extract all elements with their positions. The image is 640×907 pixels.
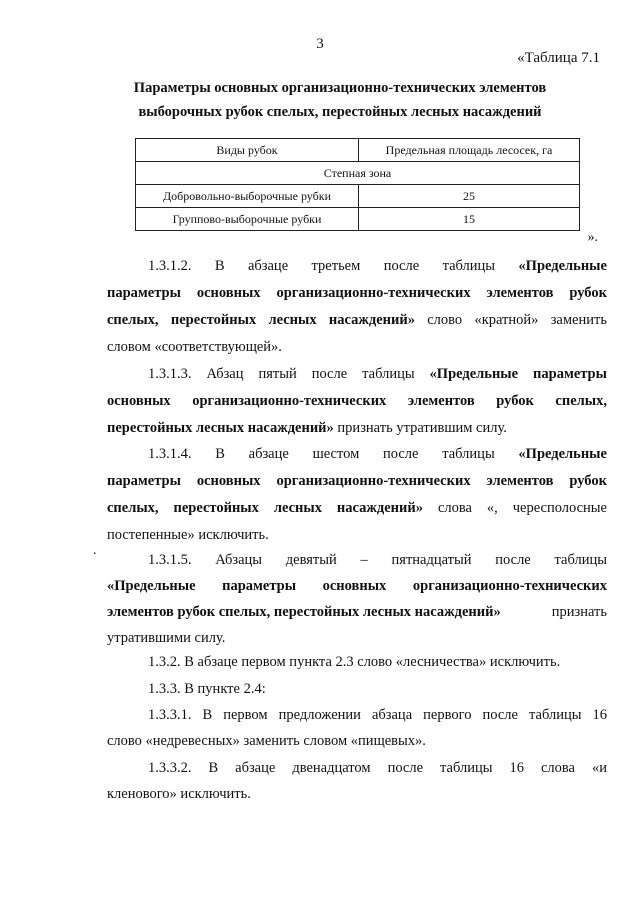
paragraph-line: постепенные» исключить. bbox=[107, 527, 269, 543]
paragraph-line bbox=[148, 760, 607, 777]
word: заменить bbox=[550, 312, 607, 328]
header-cell: Предельная площадь лесосек, га bbox=[359, 139, 580, 162]
word: первого bbox=[423, 707, 472, 723]
word: спелых, bbox=[107, 312, 159, 328]
word: В bbox=[208, 760, 219, 776]
word: В bbox=[214, 258, 225, 274]
paragraph-line bbox=[148, 707, 607, 724]
bold-phrase: перестойных лесных насаждений» bbox=[107, 420, 334, 436]
word: после bbox=[387, 760, 424, 776]
word: после bbox=[383, 258, 420, 274]
page-number: 3 bbox=[316, 36, 324, 52]
word: основных bbox=[322, 578, 387, 594]
table-header-row bbox=[136, 139, 580, 162]
paragraph-line bbox=[107, 578, 607, 595]
word: – bbox=[360, 552, 368, 568]
word: Абзац bbox=[206, 366, 244, 382]
word: «Предельные bbox=[429, 366, 519, 382]
word: элементов bbox=[407, 393, 475, 409]
table-reference: «Таблица 7.1 bbox=[517, 50, 600, 66]
word: спелых, bbox=[107, 500, 159, 516]
table-zone-row bbox=[136, 162, 580, 185]
paragraph-line bbox=[107, 604, 607, 621]
word: спелых, bbox=[555, 393, 607, 409]
area-cell: 15 bbox=[359, 208, 580, 231]
word: «Предельные bbox=[518, 446, 607, 462]
paragraph-line: кленового» исключить. bbox=[107, 786, 251, 802]
word: таблицы bbox=[442, 446, 495, 462]
word: двенадцатом bbox=[292, 760, 371, 776]
word: слова bbox=[540, 760, 575, 776]
word: девятый bbox=[285, 552, 337, 568]
word: элементов bbox=[486, 285, 554, 301]
paragraph-line bbox=[107, 285, 607, 302]
word: «кратной» bbox=[474, 312, 539, 328]
table-row bbox=[136, 185, 580, 208]
word: организационно-технических bbox=[192, 393, 387, 409]
word: таблицы bbox=[529, 707, 582, 723]
word: 1.3.1.4. bbox=[148, 446, 192, 462]
word: шестом bbox=[312, 446, 360, 462]
word: 1.3.3.2. bbox=[148, 760, 192, 776]
word: слово bbox=[427, 312, 463, 328]
paragraph-line bbox=[107, 473, 607, 490]
word: третьем bbox=[311, 258, 361, 274]
word: В bbox=[215, 446, 225, 462]
table-title-line-1: Параметры основных организационно-технических элементов bbox=[133, 80, 547, 96]
paragraph-line: 1.3.2. В абзаце первом пункта 2.3 слово «лесничества» исключить. bbox=[148, 654, 561, 670]
paragraph-line: 1.3.3. В пункте 2.4: bbox=[148, 681, 266, 697]
paragraph-line: слово «недревесных» заменить словом «пищевых». bbox=[107, 733, 426, 749]
paragraph-line bbox=[107, 393, 607, 410]
word: таблицы bbox=[442, 258, 496, 274]
bold-phrase: элементов рубок спелых, перестойных лесных насаждений» bbox=[107, 604, 501, 620]
word: пятый bbox=[258, 366, 297, 382]
word: рубок bbox=[496, 393, 534, 409]
paragraph-line bbox=[148, 366, 607, 383]
word: элементов bbox=[486, 473, 554, 489]
paragraph-line bbox=[148, 552, 607, 569]
word: пятнадцатый bbox=[391, 552, 472, 568]
word: Абзацы bbox=[215, 552, 263, 568]
header-cell: Виды рубок bbox=[136, 139, 359, 162]
word: абзаца bbox=[371, 707, 413, 723]
paragraph-line bbox=[148, 258, 607, 275]
word: абзаце bbox=[235, 760, 276, 776]
word: основных bbox=[107, 393, 171, 409]
word: организационно-технических bbox=[412, 578, 607, 594]
word: абзаце bbox=[248, 446, 289, 462]
area-cell: 25 bbox=[359, 185, 580, 208]
word: В bbox=[202, 707, 213, 723]
closing-quote: ». bbox=[587, 230, 598, 245]
word: насаждений» bbox=[336, 500, 423, 516]
stray-mark: . bbox=[93, 543, 97, 558]
table-row bbox=[136, 208, 580, 231]
word: рубок bbox=[569, 473, 607, 489]
word: первом bbox=[223, 707, 268, 723]
word: после bbox=[311, 366, 348, 382]
word: лесных bbox=[273, 500, 322, 516]
word: 16 bbox=[592, 707, 607, 723]
word: предложении bbox=[278, 707, 361, 723]
word: таблицы bbox=[440, 760, 493, 776]
word: после bbox=[482, 707, 518, 723]
word: «и bbox=[591, 760, 607, 776]
word: «Предельные bbox=[518, 258, 607, 274]
word: чересполосные bbox=[512, 500, 607, 516]
word: 16 bbox=[509, 760, 524, 776]
table-title-line-2: выборочных рубок спелых, перестойных лесных насаждений bbox=[138, 104, 542, 120]
word: после bbox=[383, 446, 419, 462]
word: 1.3.1.5. bbox=[148, 552, 192, 568]
word: после bbox=[495, 552, 531, 568]
cutting-type-cell: Добровольно-выборочные рубки bbox=[136, 185, 359, 208]
word: параметры bbox=[107, 285, 181, 301]
word: абзаце bbox=[247, 258, 289, 274]
parameters-table bbox=[135, 138, 580, 231]
paragraph-line bbox=[107, 312, 607, 329]
paragraph-line bbox=[148, 446, 607, 463]
word: основных bbox=[196, 473, 261, 489]
word: признать bbox=[551, 604, 607, 620]
paragraph-line: словом «соответствующей». bbox=[107, 339, 282, 355]
word: перестойных bbox=[173, 500, 259, 516]
paragraph-line: утратившими силу. bbox=[107, 630, 226, 646]
word: слова bbox=[437, 500, 472, 516]
paragraph-line bbox=[107, 500, 607, 517]
text: признать утратившим силу. bbox=[333, 420, 507, 436]
word: «Предельные bbox=[107, 578, 196, 594]
word: лесных bbox=[268, 312, 317, 328]
word: таблицы bbox=[362, 366, 415, 382]
word: насаждений» bbox=[328, 312, 415, 328]
word: организационно-технических bbox=[276, 473, 471, 489]
cutting-type-cell: Группово-выборочные рубки bbox=[136, 208, 359, 231]
word: перестойных bbox=[170, 312, 257, 328]
word: «, bbox=[486, 500, 498, 516]
word: параметры bbox=[107, 473, 181, 489]
word: организационно-технических bbox=[276, 285, 471, 301]
paragraph-line bbox=[107, 420, 607, 437]
word: параметры bbox=[222, 578, 297, 594]
word: 1.3.1.2. bbox=[148, 258, 192, 274]
word: таблицы bbox=[554, 552, 607, 568]
word: рубок bbox=[569, 285, 607, 301]
word: параметры bbox=[533, 366, 607, 382]
zone-cell: Степная зона bbox=[136, 162, 580, 185]
word: основных bbox=[196, 285, 261, 301]
word: 1.3.3.1. bbox=[148, 707, 192, 723]
word: 1.3.1.3. bbox=[148, 366, 192, 382]
